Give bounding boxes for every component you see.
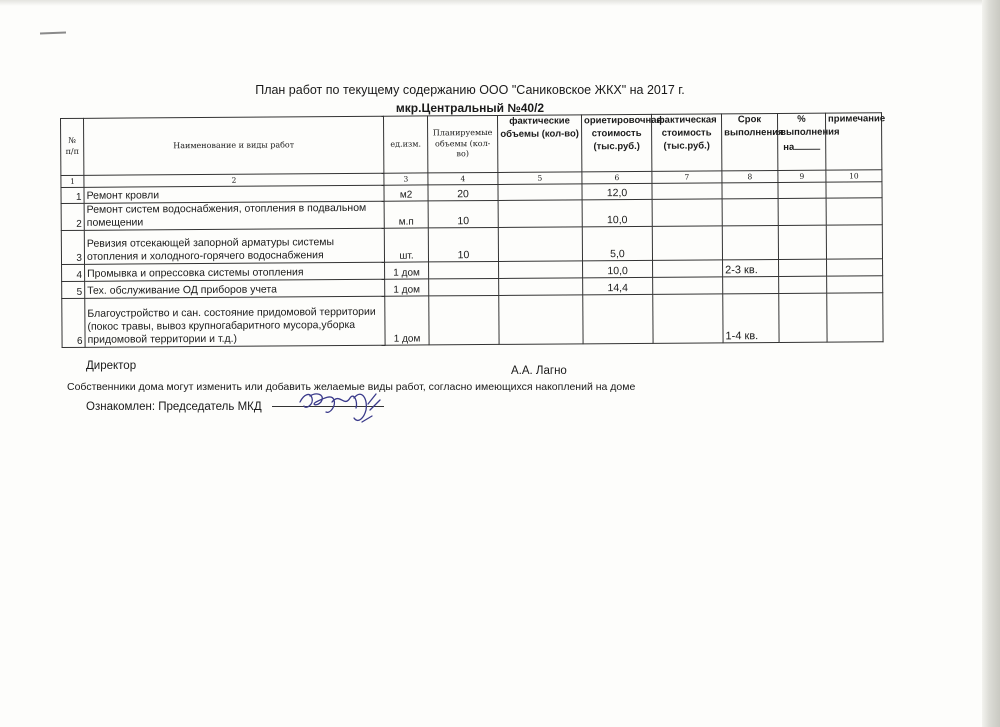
- table-row: [62, 293, 883, 348]
- percent: [779, 259, 827, 276]
- work-name: Ремонт систем водоснабжения, отопления в подвальном помещении: [84, 201, 384, 230]
- actual-volume: [499, 261, 583, 279]
- acknowledged-label: Ознакомлен: Председатель МКД: [86, 401, 262, 413]
- estimated-cost: 10,0: [582, 199, 652, 226]
- unit: 1 дом: [385, 296, 429, 345]
- header-num: № п/п: [61, 118, 84, 175]
- column-number: 8: [722, 170, 778, 182]
- actual-cost: [653, 294, 723, 343]
- header-estimated-cost: ориетировочная стоимость (тыс.руб.): [581, 114, 651, 171]
- column-number: 1: [61, 175, 84, 187]
- scan-edge-top: [0, 0, 1000, 6]
- row-number: 1: [61, 187, 84, 203]
- row-number: 3: [61, 230, 84, 264]
- header-actual: фактические объемы (кол-во): [497, 115, 581, 173]
- work-name: Благоустройство и сан. состояние придомовой территории (покос травы, вывоз крупногабаритного мусора,уборка придомовой территории и т.д.): [85, 296, 385, 347]
- column-number: 7: [652, 171, 722, 183]
- planned-volume: [429, 278, 499, 295]
- header-percent: [777, 113, 840, 170]
- row-number: 4: [62, 264, 85, 281]
- header-planned: Планируемые объемы (кол-во): [427, 115, 497, 172]
- unit: шт.: [384, 228, 428, 262]
- work-name: Ремонт кровли: [84, 185, 384, 203]
- column-number: 5: [498, 172, 582, 185]
- note: [827, 293, 883, 342]
- estimated-cost: 14,4: [583, 277, 653, 294]
- estimated-cost: [583, 294, 653, 343]
- header-term: Срок выполнения: [721, 113, 777, 170]
- actual-cost: [652, 183, 722, 199]
- estimated-cost: 5,0: [582, 226, 652, 260]
- planned-volume: [429, 261, 499, 278]
- term: [722, 182, 778, 198]
- actual-cost: [653, 260, 723, 277]
- actual-volume: [498, 184, 582, 201]
- row-number: 2: [61, 203, 84, 230]
- note: [826, 225, 882, 259]
- header-actual-cost: фактическая стоимость (тыс.руб.): [651, 114, 721, 171]
- unit: м.п: [384, 201, 428, 228]
- signature-icon: [296, 388, 388, 428]
- row-number: 6: [62, 298, 85, 347]
- row-number: 5: [62, 281, 85, 298]
- actual-cost: [653, 277, 723, 294]
- header-name: Наименование и виды работ: [84, 116, 384, 175]
- note: [826, 182, 882, 198]
- actual-volume: [498, 227, 582, 262]
- term: 2-3 кв.: [723, 259, 779, 276]
- header-note: примечание: [825, 113, 881, 170]
- note: [826, 198, 882, 225]
- owners-note: Собственники дома могут изменить или добавить желаемые виды работ, согласно имеющихся накоплений на доме: [67, 381, 636, 393]
- actual-cost: [652, 226, 722, 260]
- percent: [778, 182, 826, 198]
- note: [827, 259, 883, 276]
- actual-volume: [499, 278, 583, 296]
- header-percent-label: % выполнения на: [780, 113, 840, 153]
- actual-volume: [499, 295, 583, 345]
- work-plan-table: [60, 112, 884, 348]
- work-name: Промывка и опрессовка системы отопления: [85, 262, 385, 281]
- work-name: Ревизия отсекающей запорной арматуры системы отопления и холодного-горячего водоснабжения: [84, 228, 384, 264]
- term: [722, 198, 778, 225]
- table-row: [61, 225, 882, 265]
- estimated-cost: 12,0: [582, 183, 652, 199]
- document-subtitle: мкр.Центральный №40/2: [395, 101, 545, 115]
- document-title: План работ по текущему содержанию ООО "Саниковское ЖКХ" на 2017 г.: [255, 83, 685, 97]
- blank-line: [794, 139, 820, 149]
- percent: [778, 198, 826, 225]
- column-number: 2: [84, 173, 384, 187]
- scan-mark: [40, 32, 66, 35]
- director-label: Директор: [86, 360, 137, 372]
- unit: м2: [384, 185, 428, 201]
- column-number: 4: [428, 172, 498, 184]
- term: [722, 225, 778, 259]
- estimated-cost: 10,0: [583, 260, 653, 277]
- percent: [779, 276, 827, 293]
- planned-volume: [429, 295, 499, 344]
- unit: 1 дом: [385, 279, 429, 296]
- column-number: 6: [582, 171, 652, 183]
- scan-edge-right: [982, 0, 1000, 727]
- header-unit: ед.изм.: [383, 116, 427, 173]
- planned-volume: 10: [428, 200, 498, 227]
- director-name: А.А. Лагно: [511, 365, 567, 377]
- term: [723, 276, 779, 293]
- note: [827, 276, 883, 293]
- actual-cost: [652, 199, 722, 226]
- percent: [778, 225, 826, 259]
- table-header-row: [61, 113, 882, 176]
- column-number: 3: [384, 173, 428, 185]
- planned-volume: 20: [428, 184, 498, 200]
- unit: 1 дом: [385, 262, 429, 279]
- planned-volume: 10: [428, 227, 498, 261]
- column-number: 10: [826, 170, 882, 182]
- term: 1-4 кв.: [723, 293, 779, 342]
- work-name: Тех. обслуживание ОД приборов учета: [85, 279, 385, 298]
- percent: [779, 293, 827, 342]
- actual-volume: [498, 200, 582, 228]
- column-number: 9: [778, 170, 826, 182]
